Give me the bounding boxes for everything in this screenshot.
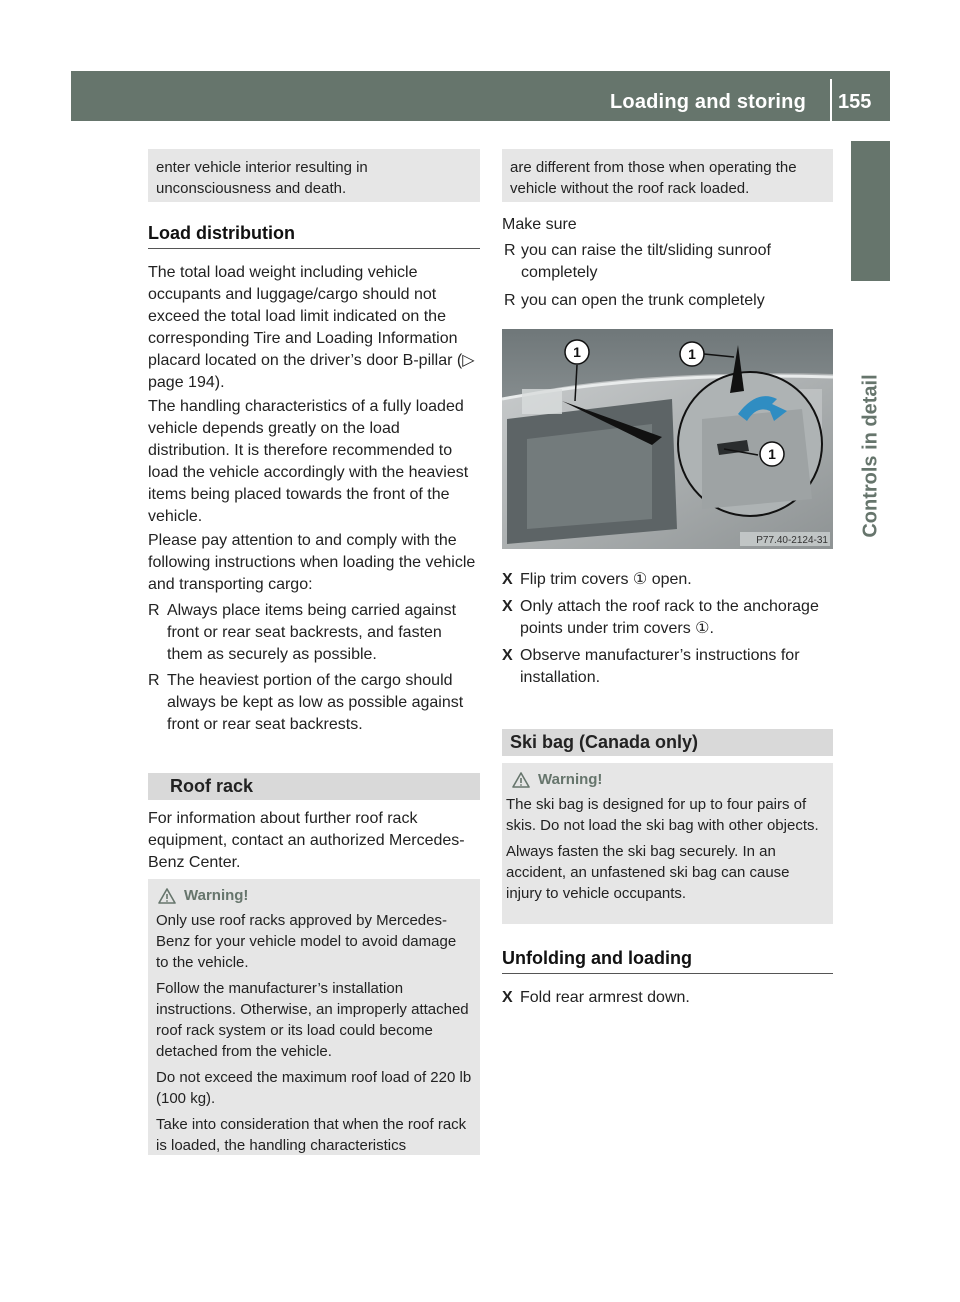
instruction-step <box>502 569 833 591</box>
ski-bag-section <box>502 729 833 756</box>
bullet-mark: R <box>148 602 160 619</box>
load-distribution-paragraph: The handling characteristics of a fully loaded vehicle depends greatly on the load distribution. It is therefore recommended to load the vehicle accordingly with the heaviest items being placed towards the front of the vehicle. <box>148 398 469 525</box>
box-line: unconsciousness and death. <box>156 180 347 197</box>
instruction-step <box>502 645 833 689</box>
warning-title: Warning! <box>184 887 249 904</box>
step-text: Fold rear armrest down. <box>520 989 690 1006</box>
step-mark: X <box>502 647 513 664</box>
callout-label: 1 <box>768 446 776 462</box>
unfolding-section <box>502 948 833 1009</box>
ski-bag-warning <box>502 763 833 924</box>
continued-warning-box <box>148 149 480 202</box>
load-distribution-heading: Load distribution <box>148 223 480 249</box>
instruction-step <box>502 596 833 640</box>
bullet-mark: R <box>504 242 516 259</box>
step-text: Only attach the roof rack to the anchorage points under trim covers ①. <box>520 598 819 637</box>
warning-paragraph: Take into consideration that when the roof rack is loaded, the handling characteristics <box>156 1116 467 1154</box>
warning-triangle-icon <box>512 772 530 788</box>
unfolding-heading: Unfolding and loading <box>502 948 833 974</box>
warning-paragraph: The ski bag is designed for up to four pairs of skis. Do not load the ski bag with other objects. <box>506 796 819 834</box>
list-item <box>504 240 833 284</box>
warning-box <box>148 879 480 1155</box>
callout-label: 1 <box>573 344 581 360</box>
load-distribution-paragraph: Please pay attention to and comply with the following instructions when loading the vehicle and transporting cargo: <box>148 532 476 593</box>
header-divider <box>830 79 832 121</box>
roof-rack-section <box>148 773 480 874</box>
step-mark: X <box>502 571 513 588</box>
ski-bag-heading: Ski bag (Canada only) <box>502 729 833 756</box>
warning-heading <box>158 885 472 906</box>
step-mark: X <box>502 598 513 615</box>
roof-rack-anchorage-figure <box>502 329 833 549</box>
list-item-text: Always place items being carried against front or rear seat backrests, and fasten them as securely as possible. <box>167 602 457 663</box>
list-item <box>148 600 480 666</box>
warning-paragraph: Only use roof racks approved by Mercedes-Benz for your vehicle model to avoid damage to the vehicle. <box>156 912 457 971</box>
warning-heading <box>512 769 825 790</box>
side-tab <box>852 296 890 616</box>
box-line: are different from those when operating the <box>510 159 797 176</box>
warning-paragraph: Always fasten the ski bag securely. In an accident, an unfastened ski bag can cause injury to vehicle occupants. <box>506 843 790 902</box>
warning-paragraph: Do not exceed the maximum roof load of 220 lb (100 kg). <box>156 1069 472 1107</box>
warning-triangle-icon <box>158 888 176 904</box>
list-item-text: you can raise the tilt/sliding sunroof completely <box>521 242 771 281</box>
roof-rack-paragraph: For information about further roof rack equipment, contact an authorized Mercedes-Benz Center. <box>148 810 465 871</box>
make-sure-text: Make sure <box>502 216 577 233</box>
car-roof-illustration <box>502 329 833 549</box>
side-tab-label: Controls in detail <box>859 374 882 538</box>
load-distribution-paragraph: The total load weight including vehicle occupants and luggage/cargo should not exceed the total load limit indicated on the corresponding Tire and Loading Information placard located on the driver’s door B-pillar (▷ page 194). <box>148 264 475 391</box>
list-item-text: you can open the trunk completely <box>521 292 765 309</box>
callout-marker <box>760 442 784 466</box>
step-mark: X <box>502 989 513 1006</box>
step-text: Flip trim covers ① open. <box>520 571 692 588</box>
roof-rack-heading: Roof rack <box>148 773 480 800</box>
warning-title: Warning! <box>538 771 603 788</box>
page-header <box>71 71 890 121</box>
chapter-title: Loading and storing <box>609 91 806 113</box>
warning-box <box>502 763 833 924</box>
bullet-mark: R <box>148 672 160 689</box>
list-item <box>148 670 480 736</box>
box-line: enter vehicle interior resulting in <box>156 159 368 176</box>
callout-marker <box>565 340 589 364</box>
warning-paragraph: Follow the manufacturer’s installation instructions. Otherwise, an improperly attached roof rack system or its load could become detached from the vehicle. <box>156 980 469 1060</box>
list-item <box>504 290 833 312</box>
roof-rack-warning <box>148 879 480 1155</box>
callout-label: 1 <box>688 346 696 362</box>
side-tab-block <box>851 141 890 281</box>
figure-code: P77.40-2124-31 <box>756 535 828 546</box>
right-column <box>502 149 833 312</box>
continued-warning-box <box>502 149 833 202</box>
roof-rack-steps <box>502 569 833 689</box>
page-number: 155 <box>838 91 872 113</box>
box-line: vehicle without the roof rack loaded. <box>510 180 750 197</box>
list-item-text: The heaviest portion of the cargo should always be kept as low as possible against front or rear seat backrests. <box>167 672 464 733</box>
step-text: Observe manufacturer’s instructions for installation. <box>520 647 800 686</box>
bullet-mark: R <box>504 292 516 309</box>
left-column <box>148 149 480 736</box>
instruction-step <box>502 987 833 1009</box>
callout-marker <box>680 342 704 366</box>
